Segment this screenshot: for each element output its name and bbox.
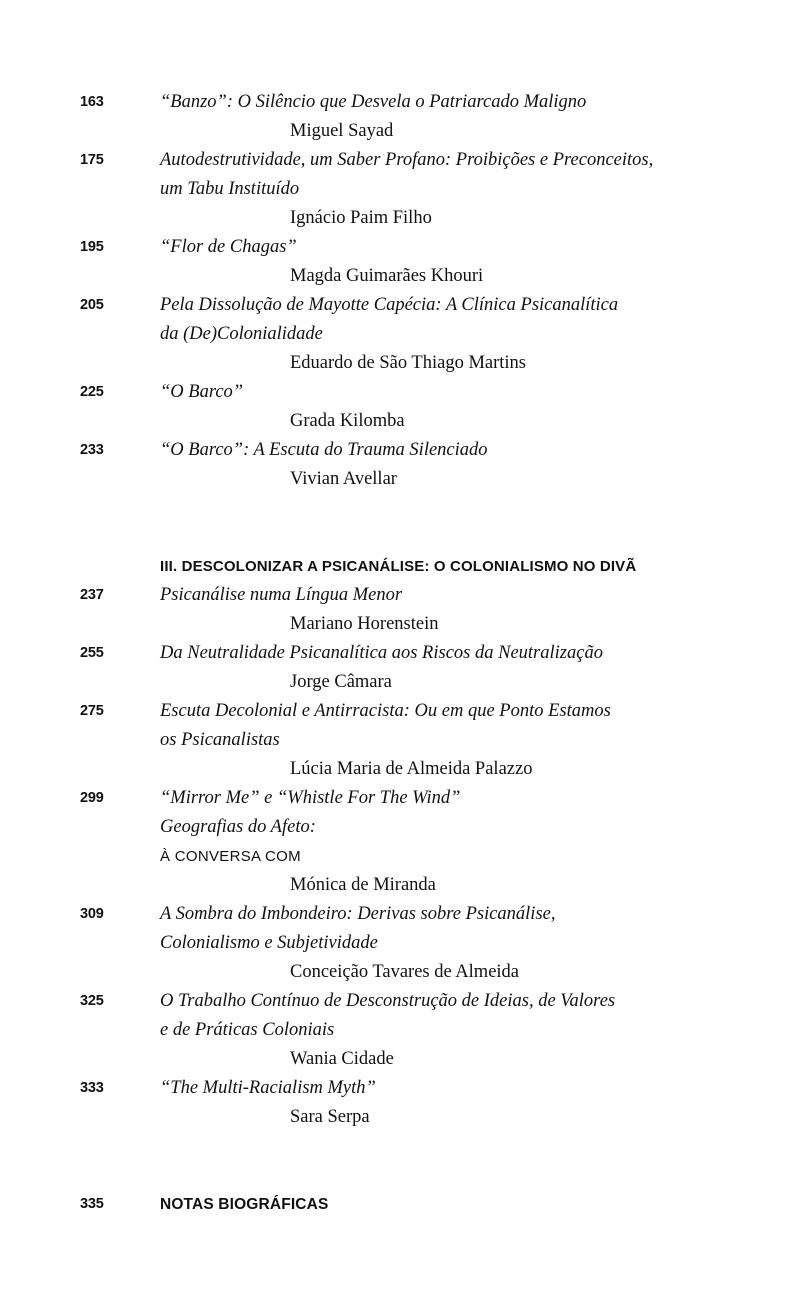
page-number: 163 — [80, 94, 104, 110]
toc-entry[interactable] — [80, 581, 720, 639]
entry-author: Magda Guimarães Khouri — [290, 266, 484, 286]
table-of-contents — [80, 88, 720, 1219]
toc-entries-group-two — [80, 88, 720, 494]
toc-entry-content — [160, 784, 720, 900]
toc-entry[interactable] — [80, 900, 720, 987]
toc-entry-content — [160, 378, 720, 436]
page-number: 205 — [80, 297, 104, 313]
entry-author: Grada Kilomba — [290, 411, 405, 431]
toc-entry[interactable] — [80, 378, 720, 436]
toc-entry-content — [160, 900, 720, 987]
entry-title-line: “O Barco” — [160, 382, 244, 402]
entry-title-line: A Sombra do Imbondeiro: Derivas sobre Psicanálise, — [160, 904, 556, 924]
entry-author: Wania Cidade — [290, 1049, 394, 1069]
entry-author: Eduardo de São Thiago Martins — [290, 353, 527, 373]
entry-title-line: Autodestrutividade, um Saber Profano: Proibições e Preconceitos, — [160, 150, 654, 170]
page-number: 309 — [80, 906, 104, 922]
back-matter-spacer — [80, 1132, 720, 1190]
entry-title-line: um Tabu Instituído — [160, 179, 300, 199]
toc-entry[interactable] — [80, 88, 720, 146]
entry-title-line: “O Barco”: A Escuta do Trauma Silenciado — [160, 440, 488, 460]
entry-title-line: “The Multi-Racialism Myth” — [160, 1078, 376, 1098]
toc-entry-content — [160, 88, 720, 146]
entry-title-line: e de Práticas Coloniais — [160, 1020, 335, 1040]
page-number: 237 — [80, 587, 104, 603]
toc-entry-content — [160, 436, 720, 494]
page-number: 233 — [80, 442, 104, 458]
entry-title-line: O Trabalho Contínuo de Desconstrução de Ideias, de Valores — [160, 991, 616, 1011]
page-number: 333 — [80, 1080, 104, 1096]
entry-title-line: “Flor de Chagas” — [160, 237, 297, 257]
section-heading-iii — [80, 552, 720, 581]
entry-title-line: “Banzo”: O Silêncio que Desvela o Patriarcado Maligno — [160, 92, 587, 112]
toc-entry[interactable] — [80, 639, 720, 697]
entry-title-line: Colonialismo e Subjetividade — [160, 933, 378, 953]
entry-author: Sara Serpa — [290, 1107, 370, 1127]
entry-title-line: “Mirror Me” e “Whistle For The Wind” — [160, 788, 461, 808]
toc-entry-content — [160, 581, 720, 639]
toc-entry-content — [160, 233, 720, 291]
page-number: 225 — [80, 384, 104, 400]
toc-entry[interactable] — [80, 784, 720, 900]
entry-author: Mónica de Miranda — [290, 875, 436, 895]
toc-entry-content — [160, 146, 720, 233]
entry-author: Mariano Horenstein — [290, 614, 439, 634]
section-spacer — [80, 494, 720, 552]
entry-title-line: Escuta Decolonial e Antirracista: Ou em que Ponto Estamos — [160, 701, 611, 721]
page-number: 335 — [80, 1196, 104, 1212]
toc-entry[interactable] — [80, 233, 720, 291]
entry-title-line: Pela Dissolução de Mayotte Capécia: A Clínica Psicanalítica — [160, 295, 619, 315]
toc-entry[interactable] — [80, 291, 720, 378]
page-number: 299 — [80, 790, 104, 806]
toc-entry[interactable] — [80, 987, 720, 1074]
page-number: 325 — [80, 993, 104, 1009]
toc-entry[interactable] — [80, 1074, 720, 1132]
page-number: 275 — [80, 703, 104, 719]
page-number: 175 — [80, 152, 104, 168]
page-number: 255 — [80, 645, 104, 661]
entry-title-line: da (De)Colonialidade — [160, 324, 323, 344]
entry-title-line: Geografias do Afeto: — [160, 817, 316, 837]
entry-title-line: Da Neutralidade Psicanalítica aos Riscos da Neutralização — [160, 643, 603, 663]
toc-entry[interactable] — [80, 436, 720, 494]
entry-subtitle-caps: À CONVERSA COM — [160, 848, 301, 865]
toc-entry-notas-biograficas[interactable] — [80, 1190, 720, 1219]
page-number: 195 — [80, 239, 104, 255]
toc-entries-group-three — [80, 581, 720, 1132]
entry-author: Ignácio Paim Filho — [290, 208, 432, 228]
entry-author: Jorge Câmara — [290, 672, 392, 692]
entry-author: Conceição Tavares de Almeida — [290, 962, 520, 982]
toc-entry-content — [160, 639, 720, 697]
entry-author: Miguel Sayad — [290, 121, 394, 141]
entry-author: Lúcia Maria de Almeida Palazzo — [290, 759, 533, 779]
toc-entry-content — [160, 697, 720, 784]
toc-entry-content — [160, 291, 720, 378]
toc-entry-content — [160, 1074, 720, 1132]
entry-author: Vivian Avellar — [290, 469, 397, 489]
entry-title-line: Psicanálise numa Língua Menor — [160, 585, 403, 605]
toc-entry[interactable] — [80, 697, 720, 784]
section-heading-label: III. DESCOLONIZAR A PSICANÁLISE: O COLONIALISMO NO DIVÃ — [160, 558, 637, 575]
entry-title-line: os Psicanalistas — [160, 730, 280, 750]
back-matter-label: NOTAS BIOGRÁFICAS — [160, 1196, 329, 1213]
toc-entry[interactable] — [80, 146, 720, 233]
toc-entry-content — [160, 987, 720, 1074]
